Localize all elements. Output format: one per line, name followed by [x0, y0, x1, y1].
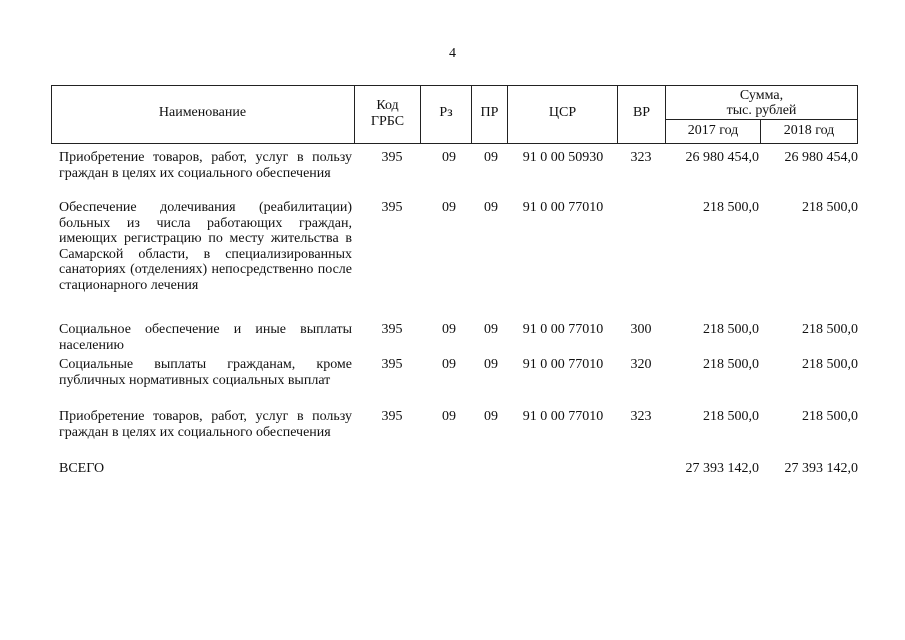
- row-rz: 09: [442, 150, 456, 165]
- row-csr: 91 0 00 50930: [522, 150, 604, 165]
- row-pr: 09: [484, 150, 498, 165]
- row-sum-2018: 218 500,0: [802, 200, 858, 215]
- row-sum-2017: 218 500,0: [703, 357, 759, 372]
- header-grbs-line2: ГРБС: [370, 114, 405, 129]
- row-grbs: 395: [381, 200, 403, 215]
- header-sum-line2: тыс. рублей: [726, 103, 797, 118]
- row-rz: 09: [442, 357, 456, 372]
- table-header: [51, 85, 858, 144]
- row-name: Приобретение товаров, работ, услуг в пользу граждан в целях их социального обеспечения: [59, 150, 352, 181]
- header-rz: Рз: [439, 105, 453, 120]
- total-sum-2017: 27 393 142,0: [685, 461, 759, 476]
- row-sum-2017: 218 500,0: [703, 409, 759, 424]
- row-sum-2018: 26 980 454,0: [784, 150, 858, 165]
- row-vr: 323: [630, 409, 652, 424]
- row-sum-2017: 26 980 454,0: [685, 150, 759, 165]
- row-name: Социальное обеспечение и иные выплаты населению: [59, 322, 352, 353]
- page-number: 4: [449, 46, 456, 61]
- header-vr: ВР: [632, 105, 651, 120]
- row-name: Социальные выплаты гражданам, кроме публичных нормативных социальных выплат: [59, 357, 352, 388]
- row-grbs: 395: [381, 322, 403, 337]
- row-grbs: 395: [381, 357, 403, 372]
- row-name: Приобретение товаров, работ, услуг в пользу граждан в целях их социального обеспечения: [59, 409, 352, 440]
- row-sum-2017: 218 500,0: [703, 322, 759, 337]
- row-csr: 91 0 00 77010: [522, 357, 604, 372]
- row-sum-2018: 218 500,0: [802, 409, 858, 424]
- row-sum-2018: 218 500,0: [802, 322, 858, 337]
- header-border-right: [857, 85, 858, 144]
- row-vr: 323: [630, 150, 652, 165]
- header-border-bottom: [51, 143, 858, 144]
- row-pr: 09: [484, 357, 498, 372]
- header-border-top: [51, 85, 858, 86]
- row-pr: 09: [484, 200, 498, 215]
- row-pr: 09: [484, 322, 498, 337]
- row-name: Обеспечение долечивания (реабилитации) больных из числа работающих граждан, имеющих регистрацию по месту жительства в Самарской области, в специализированных санаториях (отделениях) непосредственно после стационарного лечения: [59, 200, 352, 293]
- total-sum-2018: 27 393 142,0: [784, 461, 858, 476]
- row-vr: 320: [630, 357, 652, 372]
- header-grbs-line1: Код: [376, 98, 399, 113]
- sum-subheader-line: [665, 119, 858, 120]
- header-sum-line1: Сумма,: [739, 88, 784, 103]
- row-csr: 91 0 00 77010: [522, 200, 604, 215]
- header-year-2017: 2017 год: [687, 123, 739, 138]
- row-vr: 300: [630, 322, 652, 337]
- row-csr: 91 0 00 77010: [522, 322, 604, 337]
- header-year-2018: 2018 год: [783, 123, 835, 138]
- total-label: ВСЕГО: [59, 461, 105, 476]
- row-rz: 09: [442, 409, 456, 424]
- row-pr: 09: [484, 409, 498, 424]
- row-rz: 09: [442, 322, 456, 337]
- header-csr: ЦСР: [548, 105, 577, 120]
- row-rz: 09: [442, 200, 456, 215]
- header-name: Наименование: [158, 105, 247, 120]
- row-grbs: 395: [381, 409, 403, 424]
- header-pr: ПР: [480, 105, 499, 120]
- row-sum-2017: 218 500,0: [703, 200, 759, 215]
- row-grbs: 395: [381, 150, 403, 165]
- row-sum-2018: 218 500,0: [802, 357, 858, 372]
- row-csr: 91 0 00 77010: [522, 409, 604, 424]
